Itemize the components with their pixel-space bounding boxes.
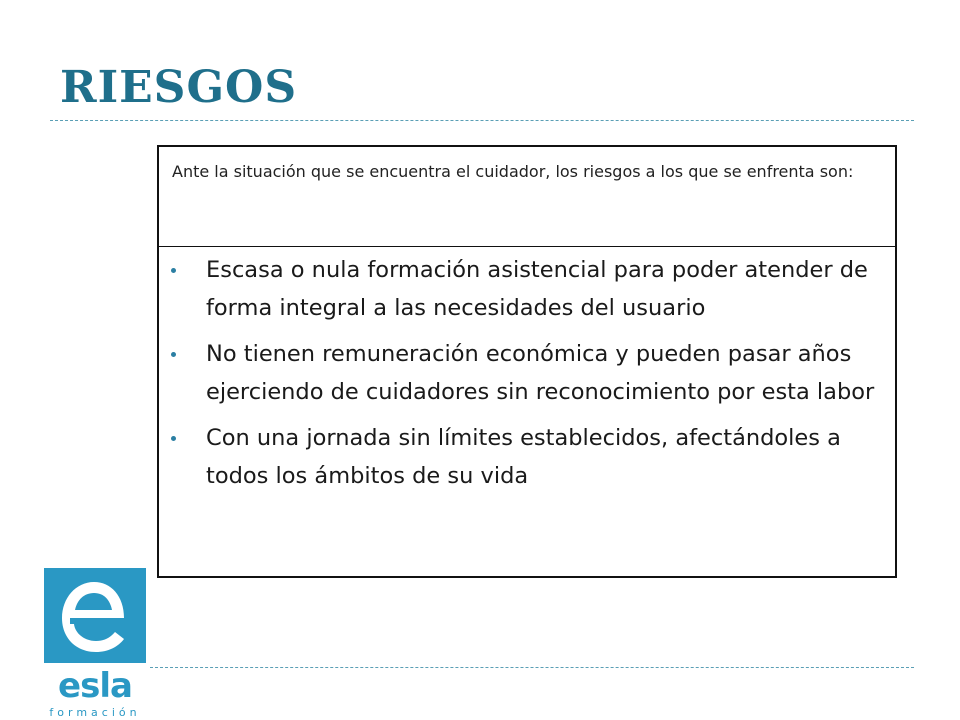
list-item xyxy=(159,251,895,327)
slide-title: RIESGOS xyxy=(60,62,298,113)
list-item-text: Escasa o nula formación asistencial para poder atender de forma integral a las necesidades del usuario xyxy=(206,257,868,321)
list-item xyxy=(159,419,895,495)
logo-e-tile xyxy=(44,568,146,663)
bullet-icon xyxy=(171,436,176,441)
bullet-icon xyxy=(171,268,176,273)
logo-word: esla xyxy=(58,666,132,706)
risk-list xyxy=(159,251,895,503)
logo-e-icon xyxy=(44,568,146,663)
intro-text: Ante la situación que se encuentra el cuidador, los riesgos a los que se enfrenta son: xyxy=(159,147,895,247)
list-item xyxy=(159,335,895,411)
esla-logo xyxy=(44,568,146,720)
bullet-icon xyxy=(171,352,176,357)
bottom-divider xyxy=(150,667,914,668)
top-divider xyxy=(50,120,914,121)
list-item-text: No tienen remuneración económica y pueden pasar años ejerciendo de cuidadores sin reconocimiento por esta labor xyxy=(206,341,875,405)
content-box xyxy=(157,145,897,578)
logo-subtitle: formación xyxy=(49,706,141,719)
list-item-text: Con una jornada sin límites establecidos, afectándoles a todos los ámbitos de su vida xyxy=(206,425,841,489)
